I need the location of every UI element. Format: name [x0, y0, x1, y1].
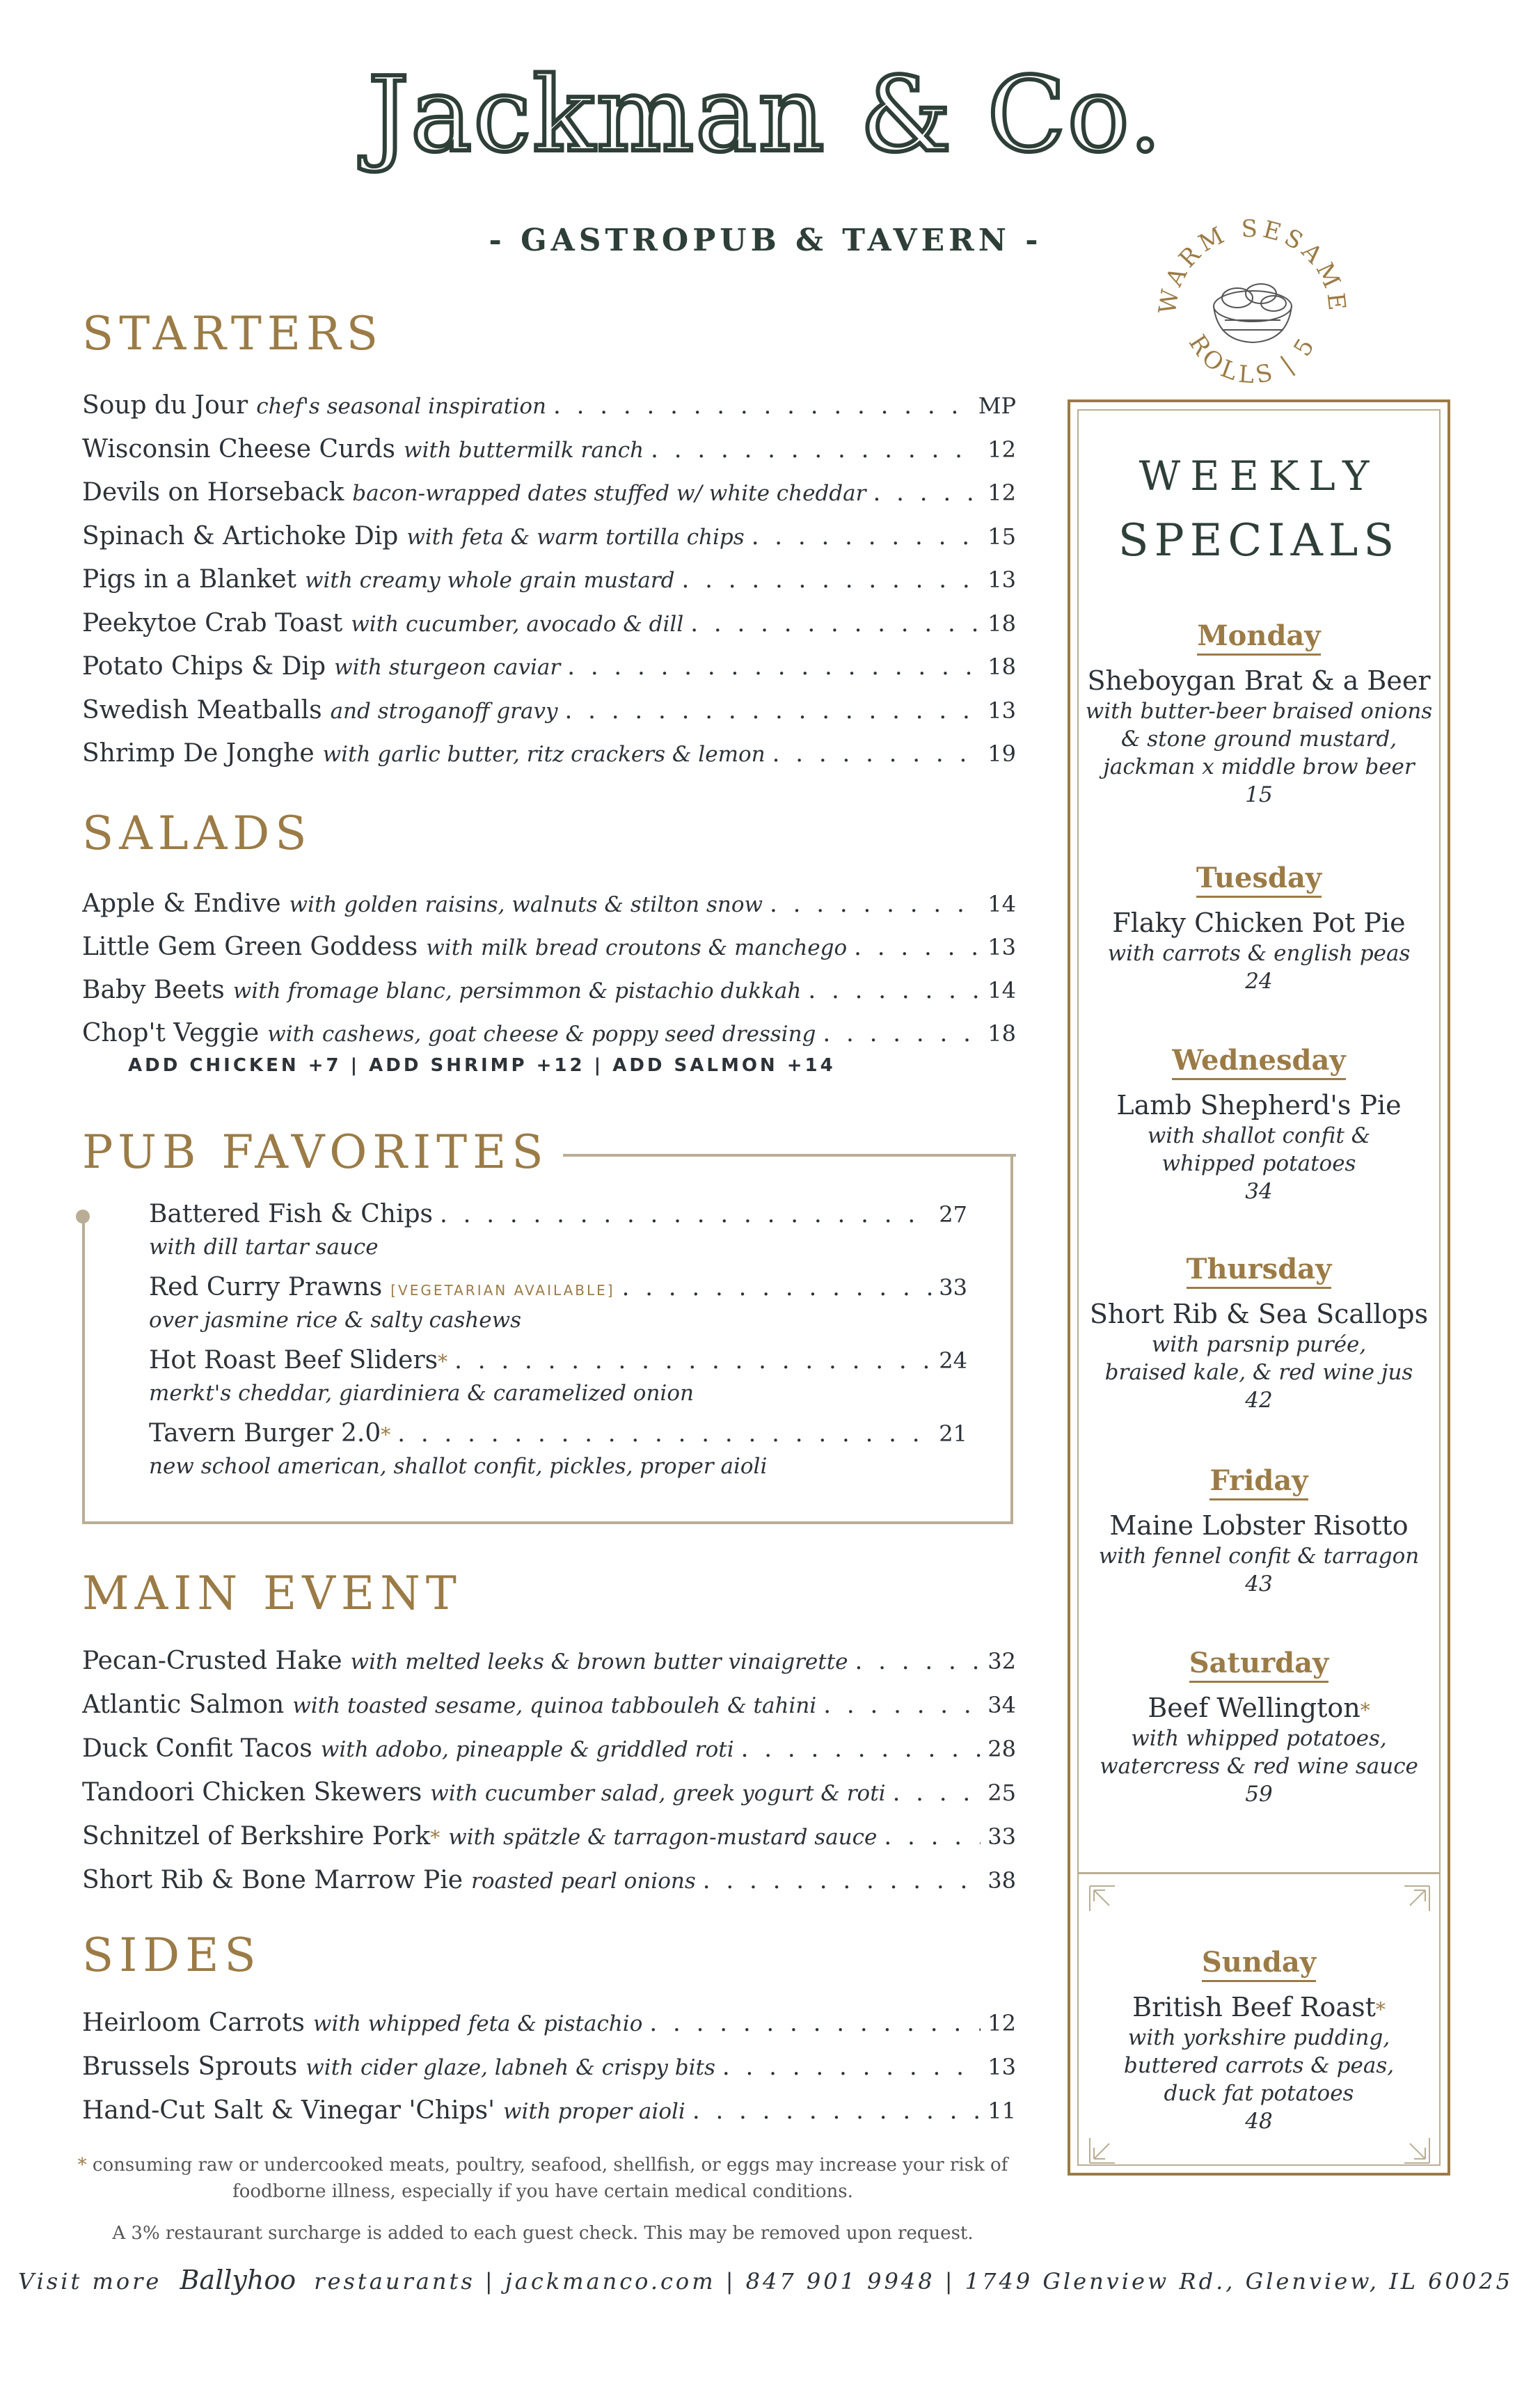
leader-dots — [454, 1347, 932, 1375]
leader-dots — [770, 890, 981, 918]
specials-title: SPECIALS — [1118, 515, 1400, 567]
special-description-line: jackman x middle brow beer — [1103, 754, 1415, 779]
item-description: with sturgeon caviar — [334, 655, 561, 680]
special-day-label: Wednesday — [1172, 1044, 1345, 1080]
leader-dots — [703, 1867, 981, 1894]
item-description: new school american, shallot confit, pickles, proper aioli — [149, 1454, 768, 1479]
health-warning — [70, 2152, 1016, 2205]
special-day — [1068, 1044, 1450, 1077]
item-description: roasted pearl onions — [471, 1869, 696, 1894]
special-description-line: duck fat potatoes — [1164, 2081, 1354, 2106]
item-price: 13 — [987, 567, 1016, 593]
health-warning-line1: consuming raw or undercooked meats, poultry, seafood, shellfish, or eggs may increase your risk of — [92, 2155, 1008, 2176]
item-description: with creamy whole grain mustard — [304, 568, 675, 593]
menu-item — [82, 1690, 1016, 1728]
special-day — [1068, 1647, 1450, 1679]
item-description: with adobo, pineapple & griddled roti — [320, 1737, 734, 1762]
item-price: MP — [978, 393, 1016, 419]
special-dish — [1068, 1693, 1450, 1723]
leader-dots — [722, 2053, 981, 2081]
item-description: with fromage blanc, persimmon & pistachio dukkah — [232, 979, 802, 1004]
leader-dots — [873, 479, 981, 507]
menu-item — [82, 478, 1016, 516]
item-description: with cider glaze, labneh & crispy bits — [306, 2055, 715, 2080]
item-name: Hand-Cut Salt & Vinegar 'Chips' — [82, 2096, 495, 2125]
item-description: over jasmine rice & salty cashews — [149, 1308, 522, 1333]
item-name: Pecan-Crusted Hake — [82, 1647, 342, 1675]
special-dish-name: Flaky Chicken Pot Pie — [1112, 908, 1406, 938]
badge-top-text: WARM SESAME — [1153, 214, 1351, 317]
frame-dot — [76, 1210, 90, 1223]
special-description-line: buttered carrots & peas, — [1123, 2053, 1395, 2078]
special-description-line: braised kale, & red wine jus — [1104, 1360, 1413, 1385]
corner-ornament-icon — [1403, 1885, 1431, 1912]
item-note: [VEGETARIAN AVAILABLE] — [390, 1282, 615, 1299]
menu-item — [82, 391, 1016, 429]
item-price: 27 — [939, 1201, 967, 1228]
item-price: 15 — [987, 523, 1016, 550]
item-price: 12 — [987, 436, 1016, 463]
item-price: 19 — [987, 740, 1016, 767]
menu-item — [149, 1346, 967, 1384]
menu-item — [82, 522, 1016, 560]
leader-dots — [651, 436, 981, 464]
item-description: with cashews, goat cheese & poppy seed dressing — [267, 1022, 816, 1047]
item-price: 18 — [987, 610, 1016, 637]
item-name: Baby Beets — [82, 976, 225, 1004]
special-description-line: whipped potatoes — [1161, 1151, 1356, 1176]
asterisk: * — [77, 2155, 87, 2176]
leader-dots — [741, 1735, 981, 1763]
menu-item — [82, 609, 1016, 647]
leader-dots — [884, 1823, 981, 1851]
special-description-line: with butter-beer braised onions — [1085, 699, 1433, 724]
item-name: Little Gem Green Goddess — [82, 933, 418, 961]
special-dish — [1068, 1992, 1450, 2022]
item-description: with cucumber, avocado & dill — [351, 611, 684, 637]
warm-sesame-rolls-badge — [1148, 209, 1357, 390]
special-dish-name: Beef Wellington — [1148, 1693, 1361, 1723]
item-name: Potato Chips & Dip — [82, 652, 326, 681]
item-name: Red Curry Prawns — [149, 1273, 383, 1301]
leader-dots — [649, 2009, 981, 2037]
item-price: 32 — [987, 1648, 1016, 1674]
item-name: Short Rib & Bone Marrow Pie — [82, 1866, 463, 1894]
weekly-title: WEEKLY — [1139, 452, 1379, 500]
item-name: Swedish Meatballs — [82, 695, 322, 724]
special-day-label: Saturday — [1189, 1647, 1329, 1683]
special-day-label: Monday — [1197, 619, 1320, 656]
item-name: Duck Confit Tacos — [82, 1734, 312, 1763]
special-day-label: Sunday — [1202, 1946, 1316, 1982]
special-dish — [1068, 1510, 1450, 1541]
section-title-pub-favorites: PUB FAVORITES — [82, 1125, 563, 1180]
item-price: 24 — [939, 1347, 967, 1374]
item-description: with cucumber salad, greek yogurt & roti — [430, 1781, 886, 1806]
item-price: 13 — [987, 697, 1016, 724]
special-description — [1068, 1725, 1450, 1808]
footer — [0, 2265, 1531, 2295]
item-price: 25 — [987, 1780, 1016, 1806]
leader-dots — [893, 1779, 981, 1807]
special-day — [1068, 862, 1450, 894]
corner-ornament-icon — [1088, 2137, 1116, 2164]
menu-item — [82, 739, 1016, 777]
leader-dots — [567, 653, 981, 681]
item-name: Tandoori Chicken Skewers — [82, 1778, 422, 1807]
item-name: Apple & Endive — [82, 889, 281, 918]
item-description: with melted leeks & brown butter vinaigrette — [350, 1649, 848, 1674]
special-description-line: watercress & red wine sauce — [1100, 1754, 1418, 1779]
item-description: with dill tartar sauce — [149, 1235, 379, 1260]
special-day — [1068, 1946, 1450, 1979]
special-description-line: with shallot confit & — [1147, 1123, 1371, 1148]
section-title-sides: SIDES — [82, 1928, 262, 1982]
special-description — [1068, 940, 1450, 995]
menu-item — [82, 1866, 1016, 1903]
item-name: Tavern Burger 2.0 — [149, 1419, 381, 1448]
item-description: with buttermilk ranch — [404, 437, 644, 463]
item-name: Spinach & Artichoke Dip — [82, 521, 399, 550]
special-description-line: with carrots & english peas — [1107, 941, 1411, 966]
item-price: 18 — [987, 1020, 1016, 1047]
special-description — [1068, 1331, 1450, 1414]
menu-item — [149, 1419, 967, 1457]
item-description: bacon-wrapped dates stuffed w/ white cheddar — [352, 481, 866, 506]
menu-item — [149, 1273, 967, 1310]
menu-item — [82, 976, 1016, 1013]
badge-bottom-text: ROLLS | 5 — [1182, 330, 1322, 390]
item-price: 14 — [987, 977, 1016, 1004]
item-name: Atlantic Salmon — [82, 1690, 285, 1719]
special-price: 15 — [1245, 782, 1273, 807]
special-day — [1068, 1464, 1450, 1497]
tagline: - GASTROPUB & TAVERN - — [489, 223, 1042, 258]
item-name: Schnitzel of Berkshire Pork — [82, 1822, 431, 1851]
special-price: 43 — [1245, 1571, 1273, 1597]
special-day-label: Friday — [1209, 1464, 1308, 1500]
leader-dots — [752, 523, 981, 550]
item-price: 34 — [987, 1692, 1016, 1718]
special-dish — [1068, 908, 1450, 938]
special-description-line: with yorkshire pudding, — [1127, 2025, 1390, 2050]
leader-dots — [565, 697, 981, 724]
leader-dots — [855, 1647, 981, 1675]
leader-dots — [622, 1274, 933, 1301]
item-name: Brussels Sprouts — [82, 2052, 298, 2081]
item-name: Chop't Veggie — [82, 1019, 260, 1047]
asterisk: * — [1360, 1699, 1370, 1722]
special-dish-name: Maine Lobster Risotto — [1109, 1510, 1409, 1541]
item-price: 13 — [987, 2054, 1016, 2080]
menu-item — [82, 652, 1016, 690]
leader-dots — [397, 1420, 932, 1448]
special-dish — [1068, 1299, 1450, 1329]
item-description: and stroganoff gravy — [330, 698, 558, 724]
menu-item — [82, 2096, 1016, 2134]
special-dish — [1068, 1090, 1450, 1120]
asterisk: * — [430, 1826, 441, 1849]
item-description: with toasted sesame, quinoa tabbouleh & tahini — [292, 1693, 817, 1718]
item-description: merkt's cheddar, giardiniera & caramelized onion — [149, 1381, 694, 1406]
special-price: 59 — [1245, 1782, 1273, 1807]
sunday-divider — [1077, 1872, 1441, 1874]
special-dish-name: Short Rib & Sea Scallops — [1089, 1299, 1429, 1329]
item-name: Wisconsin Cheese Curds — [82, 434, 396, 464]
leader-dots — [823, 1691, 981, 1719]
asterisk: * — [381, 1423, 391, 1446]
special-price: 24 — [1245, 969, 1273, 994]
special-description-line: & stone ground mustard, — [1120, 727, 1397, 752]
special-description-line: with whipped potatoes, — [1131, 1726, 1387, 1751]
corner-ornament-icon — [1403, 2137, 1431, 2164]
item-description: with whipped feta & pistachio — [312, 2011, 643, 2036]
menu-item — [149, 1200, 967, 1237]
section-title-salads: SALADS — [82, 807, 312, 860]
section-title-main-event: MAIN EVENT — [82, 1567, 462, 1620]
item-price: 11 — [987, 2098, 1016, 2124]
special-dish-name: British Beef Roast — [1132, 1992, 1376, 2022]
bread-basket-icon — [1214, 284, 1292, 342]
special-description — [1068, 2024, 1450, 2135]
special-price: 34 — [1245, 1179, 1273, 1204]
item-name: Devils on Horseback — [82, 478, 344, 507]
item-price: 12 — [987, 480, 1016, 506]
special-day-label: Thursday — [1187, 1253, 1332, 1289]
svg-text:ROLLS | 5 — [1183, 330, 1322, 390]
menu-item — [82, 1822, 1016, 1860]
special-price: 42 — [1245, 1388, 1273, 1413]
item-description: with milk bread croutons & manchego — [426, 935, 848, 960]
section-title-starters: STARTERS — [82, 307, 383, 361]
special-description-line: with parsnip purée, — [1151, 1332, 1367, 1357]
item-price: 33 — [987, 1823, 1016, 1850]
menu-item — [82, 1647, 1016, 1684]
surcharge-note: A 3% restaurant surcharge is added to each guest check. This may be removed upon request. — [112, 2223, 974, 2244]
item-description: with golden raisins, walnuts & stilton snow — [289, 892, 763, 917]
special-description-line: with fennel confit & tarragon — [1098, 1544, 1420, 1569]
leader-dots — [681, 566, 981, 594]
menu-item — [82, 1778, 1016, 1816]
frame-top-rule — [543, 1154, 1016, 1157]
leader-dots — [823, 1020, 981, 1047]
special-day-label: Tuesday — [1196, 862, 1322, 898]
item-name: Heirloom Carrots — [82, 2009, 305, 2037]
item-price: 38 — [987, 1867, 1016, 1894]
special-description — [1068, 1542, 1450, 1598]
item-name: Hot Roast Beef Sliders — [149, 1346, 438, 1375]
asterisk: * — [1375, 1998, 1386, 2021]
menu-item — [82, 2009, 1016, 2046]
item-price: 28 — [987, 1736, 1016, 1762]
asterisk: * — [438, 1350, 448, 1373]
leader-dots — [440, 1201, 932, 1228]
menu-item — [82, 933, 1016, 970]
leader-dots — [692, 2097, 981, 2125]
health-warning-line2: foodborne illness, especially if you have certain medical conditions. — [232, 2181, 853, 2202]
item-name: Pigs in a Blanket — [82, 565, 296, 594]
item-price: 21 — [939, 1420, 967, 1447]
footer-contact: restaurants | jackmanco.com | 847 901 9948 | 1749 Glenview Rd., Glenview, IL 60025 — [314, 2268, 1513, 2295]
menu-item — [82, 889, 1016, 927]
item-price: 33 — [939, 1274, 967, 1301]
leader-dots — [772, 740, 981, 768]
salad-addons: ADD CHICKEN +7 | ADD SHRIMP +12 | ADD SALMON +14 — [128, 1055, 836, 1076]
item-description: with proper aioli — [503, 2099, 685, 2124]
item-price: 18 — [987, 654, 1016, 680]
special-description — [1068, 697, 1450, 809]
special-description — [1068, 1122, 1450, 1205]
item-name: Soup du Jour — [82, 391, 248, 420]
special-price: 48 — [1245, 2109, 1273, 2134]
item-description: with feta & warm tortilla chips — [406, 524, 745, 550]
menu-item — [82, 1019, 1016, 1056]
special-dish — [1068, 665, 1450, 696]
item-price: 12 — [987, 2010, 1016, 2036]
menu-item — [82, 1734, 1016, 1772]
item-price: 13 — [987, 934, 1016, 960]
special-day — [1068, 619, 1450, 652]
item-description: with spätzle & tarragon-mustard sauce — [448, 1825, 878, 1850]
leader-dots — [854, 933, 981, 961]
leader-dots — [808, 976, 981, 1004]
menu-item — [82, 565, 1016, 603]
footer-visit-text: Visit more — [18, 2268, 162, 2295]
leader-dots — [553, 392, 971, 420]
item-description: chef's seasonal inspiration — [256, 394, 546, 419]
item-name: Peekytoe Crab Toast — [82, 608, 343, 637]
corner-ornament-icon — [1088, 1885, 1116, 1912]
leader-dots — [690, 610, 981, 637]
item-price: 14 — [987, 891, 1016, 917]
restaurant-logo: Jackman & Co. — [367, 55, 1164, 175]
special-dish-name: Sheboygan Brat & a Beer — [1087, 665, 1431, 696]
item-name: Battered Fish & Chips — [149, 1200, 434, 1228]
menu-item — [82, 2052, 1016, 2090]
menu-item — [82, 435, 1016, 473]
special-dish-name: Lamb Shepherd's Pie — [1116, 1090, 1402, 1120]
menu-item — [82, 696, 1016, 734]
item-name: Shrimp De Jonghe — [82, 739, 315, 768]
item-description: with garlic butter, ritz crackers & lemon — [322, 742, 766, 767]
ballyhoo-logo: Ballyhoo — [180, 2265, 296, 2295]
special-day — [1068, 1253, 1450, 1285]
